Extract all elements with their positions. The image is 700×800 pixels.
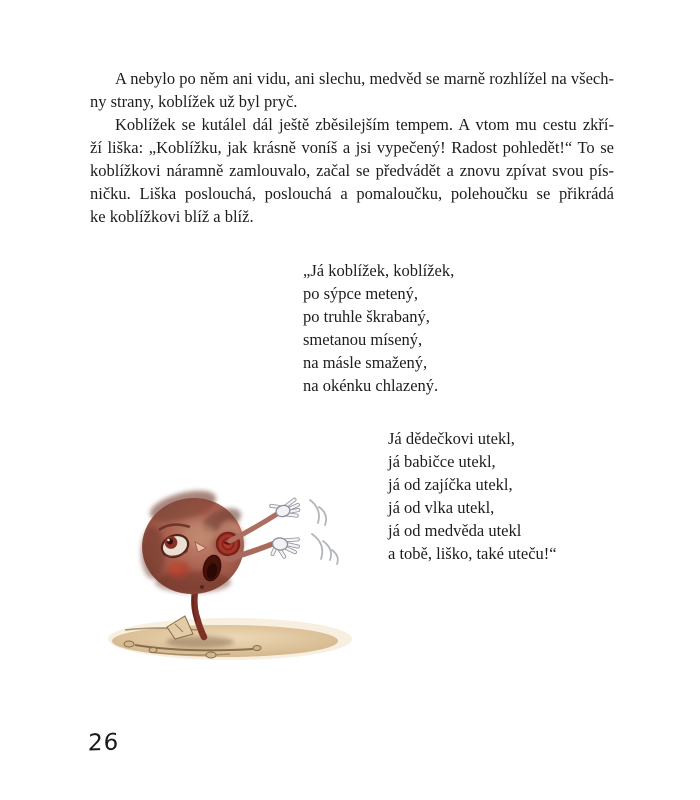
text-line: Koblížek se kutálel dál ještě zběsilejším tempem. A vtom mu cestu zkří- (115, 115, 614, 134)
song-verse-2 (388, 427, 557, 565)
text-line: koblížkovi náramně zamlouvalo, začal se předvádět a znovu zpívat svou pís- (90, 161, 614, 180)
text-line: ny strany, koblížek už byl pryč. (90, 92, 298, 111)
song-verse-1 (303, 259, 454, 397)
glove-lower (271, 536, 299, 558)
text-line: ničku. Liška poslouchá, poslouchá a pomaloučku, polehoučku se přikrádá (90, 184, 614, 203)
motion-lines (310, 500, 338, 564)
verse-line: po sýpce metený, (303, 284, 419, 303)
verse-line: na másle smažený, (303, 353, 428, 372)
text-line: ke koblížkovi blíž a blíž. (90, 207, 254, 226)
verse-line: smetanou mísený, (303, 330, 423, 349)
body-text (90, 67, 614, 228)
verse-line: já od vlka utekl, (388, 498, 495, 517)
verse-line: „Já koblížek, koblížek, (303, 261, 455, 280)
koblizek-illustration (105, 478, 355, 678)
verse-line: já od medvěda utekl (388, 521, 522, 540)
koblizek-character (136, 485, 338, 601)
verse-line: já od zajíčka utekl, (388, 475, 513, 494)
verse-line: já babičce utekl, (388, 452, 496, 471)
text-line: ží liška: „Koblížku, jak krásně voníš a jsi vypečený! Radost pohledět!“ To se (90, 138, 614, 157)
sandy-ground (108, 618, 352, 660)
character-leg (167, 591, 204, 639)
page-number: 26 (87, 729, 120, 757)
verse-line: a tobě, liško, také uteču!“ (388, 544, 557, 563)
text-line: A nebylo po něm ani vidu, ani slechu, medvěd se marně rozhlížel na všech- (115, 69, 614, 88)
verse-line: Já dědečkovi utekl, (388, 429, 515, 448)
glove-upper (271, 499, 300, 521)
verse-line: na okénku chlazený. (303, 376, 439, 395)
verse-line: po truhle škrabaný, (303, 307, 430, 326)
